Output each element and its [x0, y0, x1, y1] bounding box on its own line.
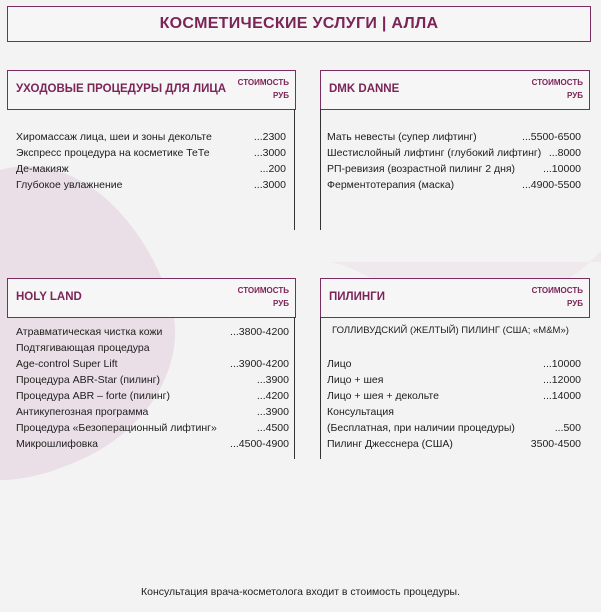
item-name: РП-ревизия (возрастной пилинг 2 дня) — [327, 163, 516, 175]
cost-header — [238, 76, 289, 102]
footer-note: Консультация врача-косметолога входит в стоимость процедуры. — [140, 586, 460, 598]
column-divider — [294, 317, 295, 459]
item-name: Age-control Super Lift — [16, 358, 118, 370]
column-divider — [320, 109, 321, 230]
cost-label: СТОИМОСТЬ — [531, 286, 583, 295]
item-price: ...3000 — [253, 179, 286, 191]
section-title: УХОДОВЫЕ ПРОЦЕДУРЫ ДЛЯ ЛИЦА — [16, 83, 227, 95]
item-price: ...3900 — [256, 374, 289, 386]
list-item — [16, 420, 289, 436]
item-name: (Бесплатная, при наличии процедуры) — [327, 422, 515, 434]
list-item — [327, 145, 581, 161]
item-name: Процедура ABR-Star (пилинг) — [16, 374, 161, 386]
list-item — [327, 129, 581, 145]
item-name: Де-макияж — [16, 163, 69, 175]
currency-label: РУБ — [273, 299, 289, 308]
item-price: ...5500-6500 — [522, 131, 581, 143]
section-dmk-header — [320, 70, 590, 110]
list-item — [16, 356, 289, 372]
item-name: Ферментотерапия (маска) — [327, 179, 455, 191]
list-item — [327, 388, 581, 404]
list-item — [16, 372, 289, 388]
item-price: ...8000 — [548, 147, 581, 159]
cost-label: СТОИМОСТЬ — [531, 78, 583, 87]
item-price: ...4900-5500 — [522, 179, 581, 191]
section-title: DMK DANNE — [329, 83, 400, 95]
peelings-list — [327, 356, 581, 452]
list-item — [16, 161, 286, 177]
item-price: ...2300 — [253, 131, 286, 143]
list-item — [327, 177, 581, 193]
list-item — [16, 177, 286, 193]
cost-header — [238, 284, 289, 310]
item-name: Мать невесты (супер лифтинг) — [327, 131, 477, 143]
list-item — [16, 436, 289, 452]
peelings-subtitle: ГОЛЛИВУДСКИЙ (ЖЕЛТЫЙ) ПИЛИНГ (США; «M&M») — [332, 325, 569, 336]
list-item — [327, 372, 581, 388]
list-item — [16, 129, 286, 145]
section-holy-land-header — [7, 278, 296, 318]
list-item — [16, 324, 289, 340]
item-price: ...4500 — [256, 422, 289, 434]
item-name: Подтягивающая процедура — [16, 342, 150, 354]
item-price: ...200 — [259, 163, 286, 175]
item-name: Лицо + шея — [327, 374, 384, 386]
item-price: ...4500-4900 — [230, 438, 289, 450]
item-name: Процедура «Безоперационный лифтинг» — [16, 422, 217, 434]
item-price: ...3900-4200 — [230, 358, 289, 370]
list-item — [327, 420, 581, 436]
currency-label: РУБ — [567, 91, 583, 100]
list-item — [327, 356, 581, 372]
item-price: ...10000 — [543, 358, 581, 370]
section-peelings-header — [320, 278, 590, 318]
page-title-box — [7, 6, 591, 42]
item-name: Антикупerозная программа — [16, 406, 149, 418]
list-item — [327, 161, 581, 177]
cost-label: СТОИМОСТЬ — [237, 286, 289, 295]
list-item — [327, 404, 581, 420]
item-price: ...3900 — [256, 406, 289, 418]
item-price: ...4200 — [256, 390, 289, 402]
list-item — [16, 388, 289, 404]
list-item — [327, 436, 581, 452]
item-price: ...14000 — [543, 390, 581, 402]
item-name: Хиромассаж лица, шеи и зоны декольте — [16, 131, 212, 143]
list-item — [16, 145, 286, 161]
currency-label: РУБ — [567, 299, 583, 308]
item-name: Лицо + шея + декольте — [327, 390, 439, 402]
item-name: Экспресс процедура на косметике ТеТе — [16, 147, 210, 159]
currency-label: РУБ — [273, 91, 289, 100]
list-item — [16, 404, 289, 420]
cost-header — [532, 76, 583, 102]
item-name: Пилинг Джесснера (США) — [327, 438, 453, 450]
section-title: HOLY LAND — [16, 291, 82, 303]
page-title: КОСМЕТИЧЕСКИЕ УСЛУГИ | АЛЛА — [159, 15, 439, 32]
list-item — [16, 340, 289, 356]
item-name: Процедура ABR – forte (пилинг) — [16, 390, 170, 402]
item-name: Лицо — [327, 358, 352, 370]
item-name: Атравматическая чистка кожи — [16, 326, 163, 338]
face-care-list — [16, 129, 286, 193]
item-price: ...12000 — [543, 374, 581, 386]
cost-label: СТОИМОСТЬ — [237, 78, 289, 87]
item-name: Микрошлифовка — [16, 438, 99, 450]
section-face-care-header — [7, 70, 296, 110]
item-name: Консультация — [327, 406, 394, 418]
section-title: ПИЛИНГИ — [329, 291, 385, 303]
item-price: ...3000 — [253, 147, 286, 159]
item-price: 3500-4500 — [530, 438, 581, 450]
holy-land-list — [16, 324, 289, 452]
column-divider — [320, 317, 321, 459]
item-name: Глубокое увлажнение — [16, 179, 123, 191]
item-price: ...3800-4200 — [230, 326, 289, 338]
item-price: ...10000 — [543, 163, 581, 175]
item-price: ...500 — [554, 422, 581, 434]
dmk-list — [327, 129, 581, 193]
cost-header — [532, 284, 583, 310]
column-divider — [294, 109, 295, 230]
item-name: Шестислойный лифтинг (глубокий лифтинг) — [327, 147, 542, 159]
